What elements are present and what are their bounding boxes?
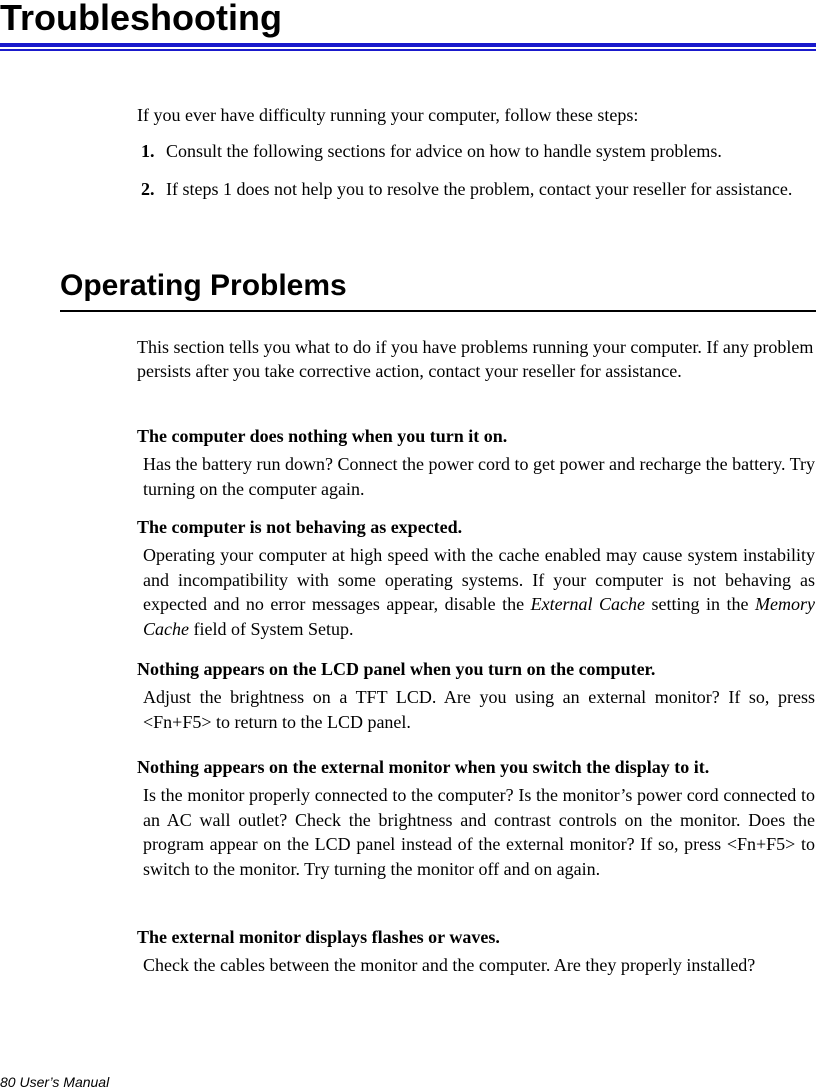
problem-block (137, 755, 816, 881)
title-rule-thin (0, 49, 816, 51)
problem-text: setting in the (645, 594, 756, 614)
problem-body (143, 543, 815, 641)
problem-title: The computer does nothing when you turn it on. (137, 426, 508, 446)
problem-block (137, 657, 816, 734)
intro-text: If you ever have difficulty running your computer, follow these steps: (137, 105, 639, 125)
problem-block (137, 925, 816, 978)
page-title: Troubleshooting (0, 0, 282, 38)
step-number: 2. (141, 179, 155, 199)
page-footer: 80 User’s Manual (0, 1074, 110, 1090)
problem-body: Check the cables between the monitor and the computer. Are they properly installed? (143, 955, 756, 975)
section-rule (60, 310, 816, 312)
problem-text: field of System Setup. (188, 618, 354, 639)
field-name-memory-cache: Memory Cache (143, 594, 815, 639)
step-text: Consult the following sections for advice on how to handle system problems. (166, 141, 722, 161)
problem-text: Operating your computer at high speed with the cache enabled may cause system instability and incompatibility with some operating systems. If your computer is not behaving as expected and no error messages appear, disable the (143, 545, 815, 614)
problem-title: The computer is not behaving as expected. (137, 517, 463, 537)
problem-block (137, 424, 816, 501)
section-title: Operating Problems (60, 269, 347, 302)
problem-body: Adjust the brightness on a TFT LCD. Are you using an external monitor? If so, press <Fn+F5> to return to the LCD panel. (143, 687, 815, 732)
problem-title: Nothing appears on the LCD panel when you turn on the computer. (137, 659, 656, 679)
section-intro: This section tells you what to do if you have problems running your computer. If any problem persists after you take corrective action, contact your reseller for assistance. (137, 337, 814, 381)
problem-title: Nothing appears on the external monitor when you switch the display to it. (137, 757, 710, 777)
problem-title: The external monitor displays flashes or waves. (137, 927, 500, 947)
problem-block (137, 515, 816, 641)
step-number: 1. (141, 141, 155, 161)
step-text: If steps 1 does not help you to resolve the problem, contact your reseller for assistance. (166, 179, 793, 199)
field-name-external-cache: External Cache (530, 594, 646, 614)
problem-body: Is the monitor properly connected to the computer? Is the monitor’s power cord connected to an AC wall outlet? Check the brightness and contrast controls on the monitor. Does the program appear on the LCD panel instead of the external monitor? If so, press <Fn+F5> to switch to the monitor. Try turning the monitor off and on again. (143, 785, 815, 879)
problem-body: Has the battery run down? Connect the power cord to get power and recharge the battery. Try turning on the computer again. (143, 454, 815, 499)
title-rule-thick (0, 43, 816, 47)
